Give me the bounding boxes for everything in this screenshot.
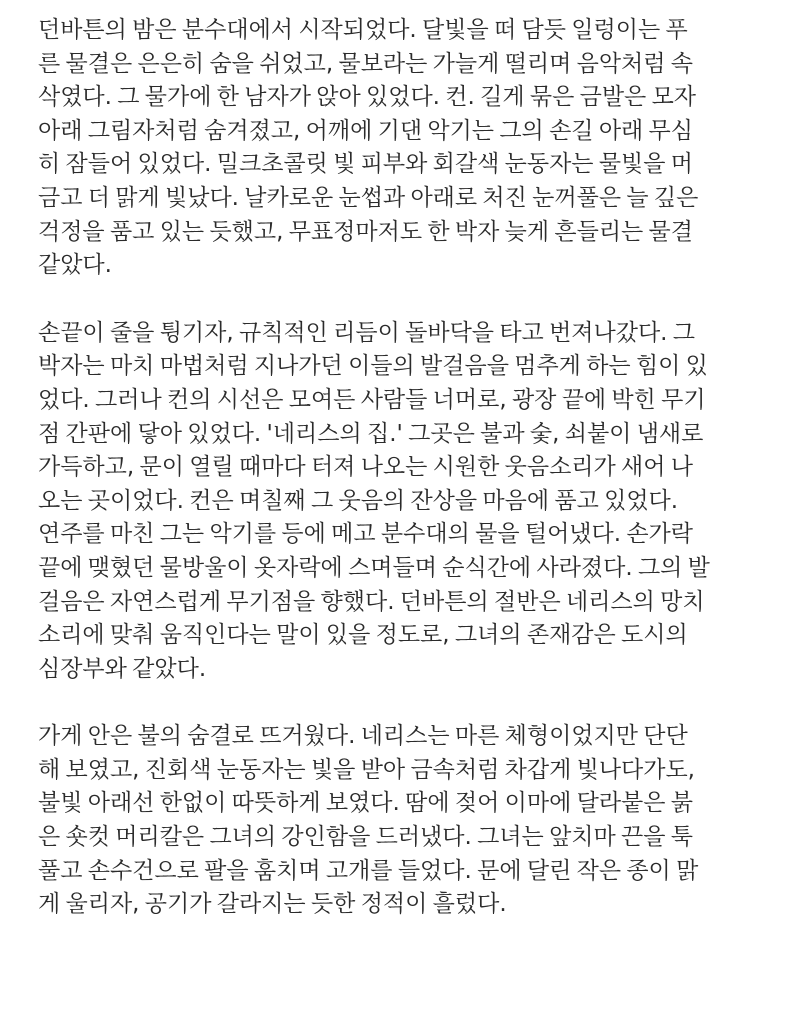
paragraph-4 <box>38 720 790 922</box>
text-line: 히 잠들어 있었다. 밀크초콜릿 빛 피부와 회갈색 눈동자는 물빛을 머 <box>38 151 693 178</box>
text-line: 끝에 맺혔던 물방울이 옷자락에 스며들며 순식간에 사라졌다. 그의 발 <box>38 554 710 581</box>
text-line: 걱정을 품고 있는 듯했고, 무표정마저도 한 박자 늦게 흔들리는 물결 <box>38 218 693 245</box>
text-line: 풀고 손수건으로 팔을 훔치며 고개를 들었다. 문에 달린 작은 종이 맑 <box>38 857 699 884</box>
text-line: 소리에 맞춰 움직인다는 말이 있을 정도로, 그녀의 존재감은 도시의 <box>38 622 688 649</box>
text-line: 아래 그림자처럼 숨겨졌고, 어깨에 기댄 악기는 그의 손길 아래 무심 <box>38 117 693 144</box>
text-line: 같았다. <box>38 252 112 279</box>
text-line: 던바튼의 밤은 분수대에서 시작되었다. 달빛을 떠 담듯 일렁이는 푸 <box>38 17 688 43</box>
paragraph-2 <box>38 317 790 519</box>
text-line: 금고 더 맑게 빛났다. 날카로운 눈썹과 아래로 처진 눈꺼풀은 늘 깊은 <box>38 184 699 211</box>
text-line: 른 물결은 은은히 숨을 쉬었고, 물보라는 가늘게 떨리며 음악처럼 속 <box>38 50 693 77</box>
text-line: 심장부와 같았다. <box>38 655 207 682</box>
text-line: 손끝이 줄을 튕기자, 규칙적인 리듬이 돌바닥을 타고 번져나갔다. 그 <box>38 319 695 346</box>
text-line: 은 숏컷 머리칼은 그녀의 강인함을 드러냈다. 그녀는 앞치마 끈을 툭 <box>38 824 693 851</box>
paragraph-3 <box>38 518 790 686</box>
text-line: 연주를 마친 그는 악기를 등에 메고 분수대의 물을 털어냈다. 손가락 <box>38 521 693 548</box>
text-line: 가게 안은 불의 숨결로 뜨거웠다. 네리스는 마른 체형이었지만 단단 <box>38 723 688 750</box>
text-line: 삭였다. 그 물가에 한 남자가 앉아 있었다. 컨. 길게 묶은 금발은 모자 <box>38 84 697 111</box>
text-line: 해 보였고, 진회색 눈동자는 빛을 받아 금속처럼 차갑게 빛나다가도, <box>38 756 695 783</box>
text-line: 박자는 마치 마법처럼 지나가던 이들의 발걸음을 멈추게 하는 힘이 있 <box>38 353 708 380</box>
text-line: 었다. 그러나 컨의 시선은 모여든 사람들 너머로, 광장 끝에 박힌 무기 <box>38 386 706 413</box>
paragraph-1 <box>38 14 790 283</box>
text-line: 가득하고, 문이 열릴 때마다 터져 나오는 시원한 웃음소리가 새어 나 <box>38 454 693 481</box>
text-line: 오는 곳이었다. 컨은 며칠째 그 웃음의 잔상을 마음에 품고 있었다. <box>38 487 679 514</box>
text-line: 불빛 아래선 한없이 따뜻하게 보였다. 땀에 젖어 이마에 달라붙은 붉 <box>38 790 693 817</box>
text-line: 게 울리자, 공기가 갈라지는 듯한 정적이 흘렀다. <box>38 891 507 918</box>
text-line: 걸음은 자연스럽게 무기점을 향했다. 던바튼의 절반은 네리스의 망치 <box>38 588 705 615</box>
text-line: 점 간판에 닿아 있었다. '네리스의 집.' 그곳은 불과 숯, 쇠붙이 냄새로 <box>38 420 704 447</box>
